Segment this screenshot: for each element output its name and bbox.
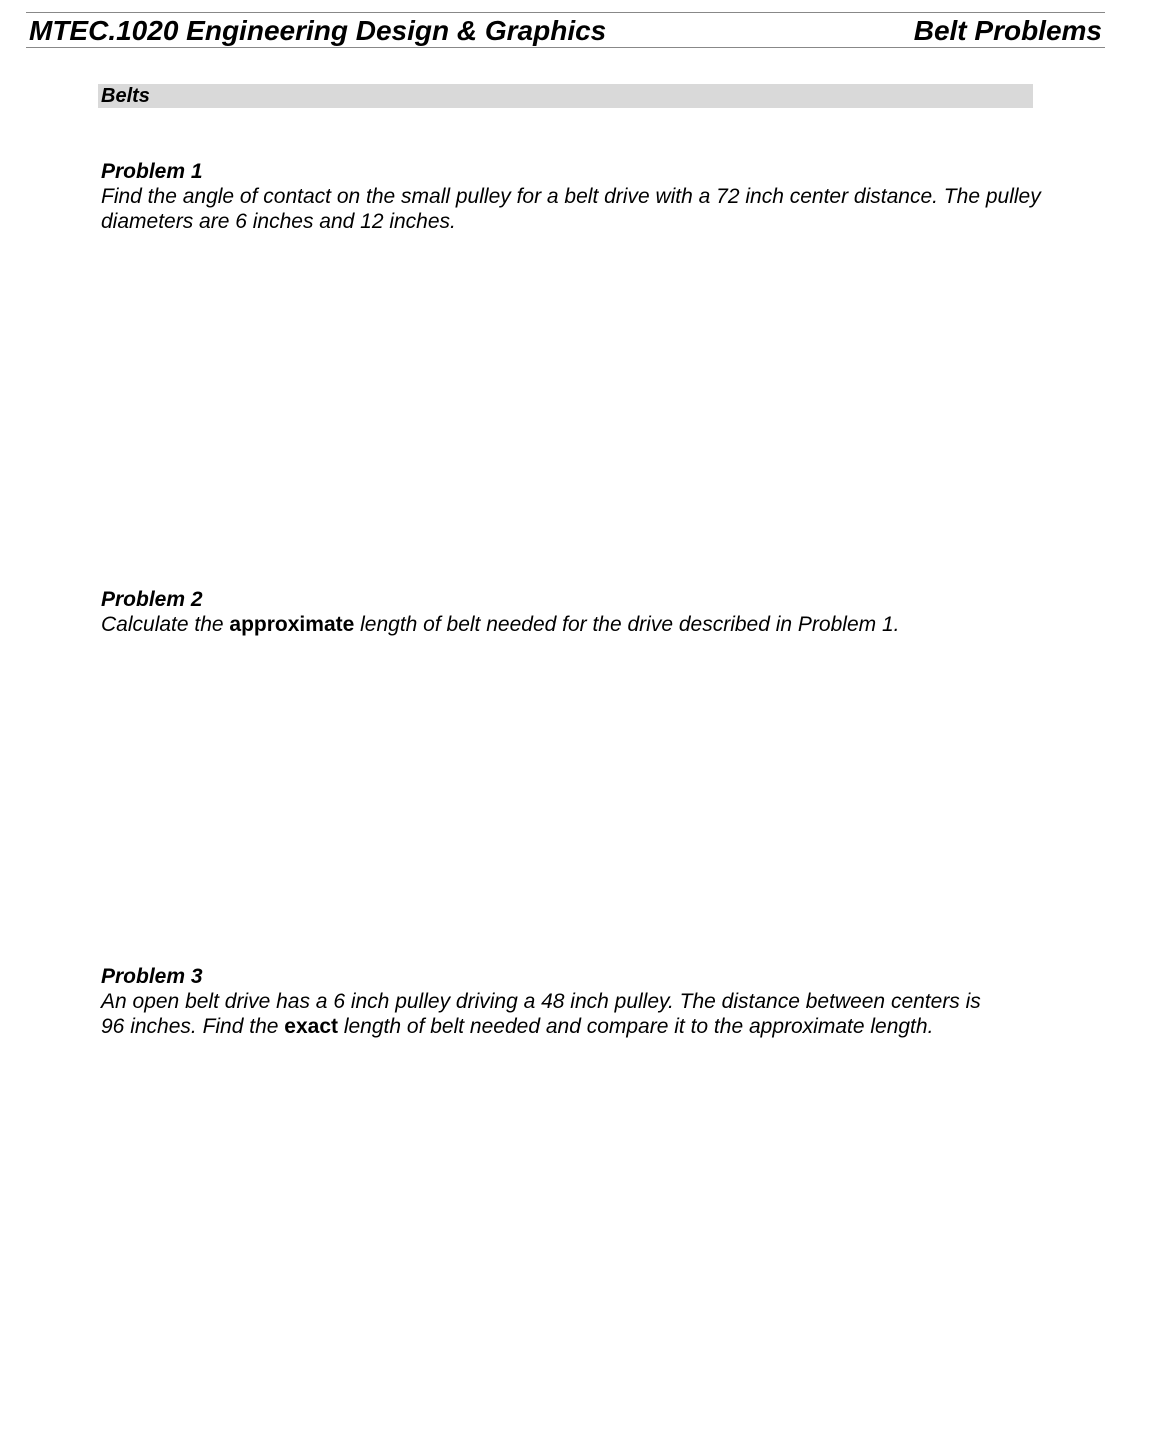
problem-text xyxy=(101,612,1041,637)
problem-text-start: 96 inches. Find the xyxy=(101,1015,285,1038)
problem-1 xyxy=(101,159,1041,234)
problem-text-start: Calculate the xyxy=(101,613,230,636)
emphasized-term: exact xyxy=(284,1015,338,1038)
problem-heading: Problem 3 xyxy=(101,965,203,988)
problem-text-line-1: An open belt drive has a 6 inch pulley driving a 48 inch pulley. The distance between centers is xyxy=(101,990,981,1013)
problem-text-end: length of belt needed and compare it to the approximate length. xyxy=(338,1015,934,1038)
problem-heading: Problem 1 xyxy=(101,160,203,183)
problem-3 xyxy=(101,964,1041,1039)
problem-2 xyxy=(101,587,1041,637)
document-title: Belt Problems xyxy=(913,15,1102,46)
section-label: Belts xyxy=(101,85,150,107)
page-header xyxy=(26,12,1105,48)
problem-heading: Problem 2 xyxy=(101,588,203,611)
emphasized-term: approximate xyxy=(229,613,355,636)
section-header-bar xyxy=(98,84,1033,108)
problem-text-end: length of belt needed for the drive described in Problem 1. xyxy=(354,613,900,636)
course-title: MTEC.1020 Engineering Design & Graphics xyxy=(29,15,607,46)
problem-text: Find the angle of contact on the small pulley for a belt drive with a 72 inch center distance. The pulley diameters are 6 inches and 12 inches. xyxy=(101,185,1041,233)
problem-text-line-2 xyxy=(101,1014,1041,1039)
